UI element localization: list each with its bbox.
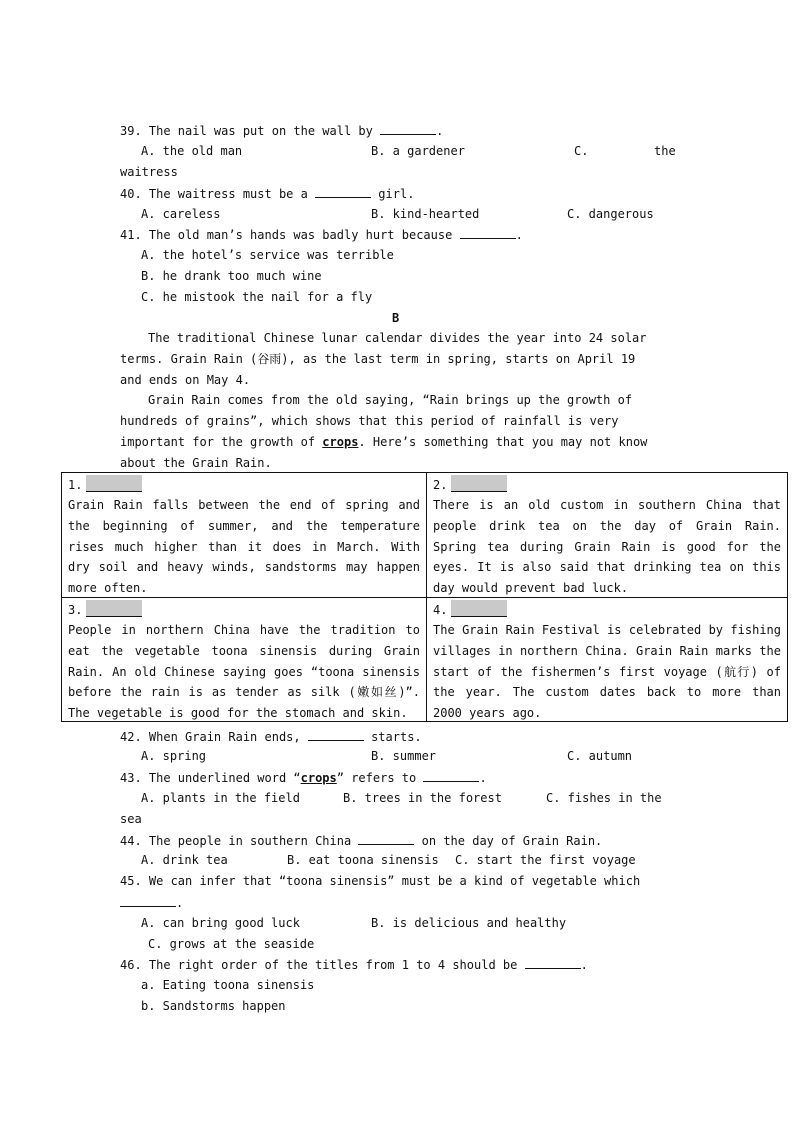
answer-blank[interactable] [120, 892, 176, 907]
question-42: 42. When Grain Rain ends, starts. [120, 726, 422, 748]
table-cell-2 [427, 473, 787, 597]
underlined-word: crops [300, 771, 337, 785]
q40-option-b: B. kind-hearted [371, 207, 480, 221]
passage-paragraph-1: The traditional Chinese lunar calendar divides the year into 24 solar terms. Grain Rain (谷雨), as the last term in spring, starts on April 19 and ends on May 4. [120, 331, 647, 387]
underlined-word: crops [322, 434, 359, 449]
q39-option-c-text: the [654, 144, 676, 158]
q40-option-a: A. careless [141, 207, 221, 221]
q40-option-c: C. dangerous [567, 207, 654, 221]
q44-option-c: C. start the first voyage [455, 853, 636, 867]
answer-blank[interactable] [380, 120, 436, 135]
question-45-cont: . [120, 892, 183, 914]
q44-option-b: B. eat toona sinensis [287, 853, 439, 867]
title-blank[interactable] [451, 475, 507, 492]
q42-option-a: A. spring [141, 749, 207, 763]
question-44: 44. The people in southern China on the day of Grain Rain. [120, 830, 602, 852]
q39-option-a: A. the old man [141, 144, 243, 158]
cell-title: 1. [68, 475, 420, 495]
q46-item-b: b. Sandstorms happen [141, 999, 286, 1013]
answer-blank[interactable] [423, 767, 479, 782]
answer-blank[interactable] [358, 830, 414, 845]
cell-title: 2. [433, 475, 781, 495]
answer-blank[interactable] [308, 726, 364, 741]
question-46: 46. The right order of the titles from 1 to 4 should be . [120, 954, 588, 976]
question-45: 45. We can infer that “toona sinensis” must be a kind of vegetable which [120, 874, 641, 888]
q41-option-a: A. the hotel’s service was terrible [141, 248, 394, 262]
answer-blank[interactable] [525, 954, 581, 969]
cell-text: Grain Rain falls between the end of spring and the beginning of summer, and the temperature rises much higher than it does in March. With dry soil and heavy winds, sandstorms may happen more often. [68, 498, 420, 596]
q41-option-b: B. he drank too much wine [141, 269, 322, 283]
q39-option-c: C. [574, 144, 589, 158]
q39-stem: 39. The nail was put on the wall by [120, 124, 373, 138]
title-blank[interactable] [86, 600, 142, 617]
table-cell-4 [427, 598, 787, 721]
title-blank[interactable] [451, 600, 507, 617]
cell-text: People in northern China have the tradition to eat the vegetable toona sinensis during Grain Rain. An old Chinese saying goes “toona sinensis before the rain is as tender as silk (嫩如丝)”. The vegetable is good for the stomach and skin. [68, 623, 420, 721]
table-cell-3 [62, 598, 426, 721]
q42-option-b: B. summer [371, 749, 437, 763]
q43-option-b: B. trees in the forest [343, 791, 502, 805]
table-cell-1 [62, 473, 426, 597]
cell-title: 3. [68, 600, 420, 620]
q45-option-a: A. can bring good luck [141, 916, 300, 930]
q46-item-a: a. Eating toona sinensis [141, 978, 315, 992]
cell-text: The Grain Rain Festival is celebrated by fishing villages in northern China. Grain Rain marks the start of the fishermen’s first voyage (航行) of the year. The custom dates back to more than 2000 years ago. [433, 623, 781, 721]
q39-option-c-wrap: waitress [120, 165, 178, 179]
question-43: 43. The underlined word “crops” refers to . [120, 767, 487, 789]
question-41: 41. The old man’s hands was badly hurt because . [120, 224, 523, 246]
cell-title: 4. [433, 600, 781, 620]
passage-paragraph-2: Grain Rain comes from the old saying, “Rain brings up the growth of hundreds of grains”, which shows that this period of rainfall is very important for the growth of crops. Here’s something that you may not know about the Grain Rain. [120, 393, 648, 470]
question-39: 39. The nail was put on the wall by . [120, 120, 443, 142]
info-table [61, 472, 788, 722]
q42-option-c: C. autumn [567, 749, 633, 763]
cell-text: There is an old custom in southern China that people drink tea on the day of Grain Rain. Spring tea during Grain Rain is good for the eyes. It is also said that drinking tea on this day would prevent bad luck. [433, 498, 781, 596]
passage [120, 328, 660, 474]
q43-option-a: A. plants in the field [141, 791, 300, 805]
q41-option-c: C. he mistook the nail for a fly [141, 290, 373, 304]
answer-blank[interactable] [460, 224, 516, 239]
q39-option-b: B. a gardener [371, 144, 465, 158]
q44-option-a: A. drink tea [141, 853, 228, 867]
q43-option-c-wrap: sea [120, 812, 142, 826]
q45-option-c: C. grows at the seaside [148, 937, 315, 951]
title-blank[interactable] [86, 475, 142, 492]
question-40: 40. The waitress must be a girl. [120, 183, 414, 205]
q45-option-b: B. is delicious and healthy [371, 916, 567, 930]
answer-blank[interactable] [315, 183, 371, 198]
section-heading: B [392, 311, 400, 325]
q43-option-c: C. fishes in the [546, 791, 662, 805]
